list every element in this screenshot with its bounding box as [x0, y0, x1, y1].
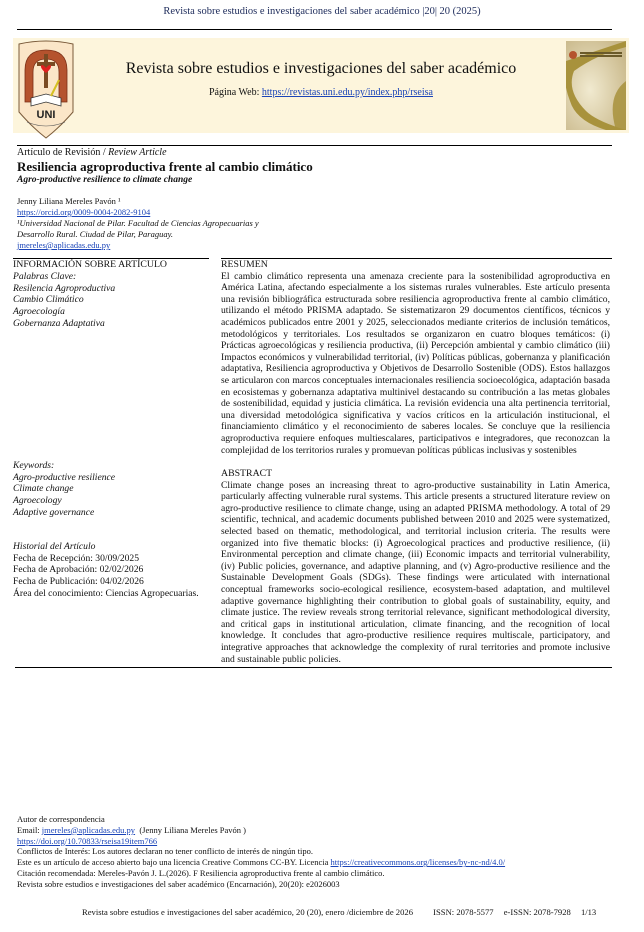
- footer-journal: Revista sobre estudios e investigaciones del saber académico, 20 (20), enero /diciembre de 2026: [82, 907, 413, 917]
- keyword: Climate change: [13, 483, 74, 495]
- history-label: Historial del Artículo: [13, 540, 96, 552]
- article-title: Resiliencia agroproductiva frente al cambio climático: [17, 159, 313, 174]
- article-title-english: Agro-productive resilience to climate change: [17, 175, 193, 185]
- license-text: Este es un artículo de acceso abierto bajo una licencia Creative Commons CC-BY. Licencia: [17, 857, 331, 868]
- article-type-en: Review Article: [108, 147, 167, 158]
- corresponding-email-line: [17, 825, 505, 836]
- title-rule: [17, 145, 612, 146]
- resumen-text: El cambio climático representa una amenaza creciente para la sostenibilidad agroproductiva en América Latina, afectando especialmente a los sistemas rurales vulnerables. Este artículo presenta una revisión bibliográfica estructurada sobre resiliencia agroproductiva frente al cambio climático, utilizando el método PRISMA adaptado. Se sistematizaron 29 documentos científicos, técnicos y académicos publicados entre 2001 y 2025, seleccionados mediante criterios de inclusión temáticos, metodológicos y territoriales. Los resultados se organizaron en cuatro bloques temáticos: (i) Prácticas agroecológicas y resiliencia productiva, (ii) Percepción ambiental y cambio climático (iii) Impactos económicos y vulnerabilidad territorial, (iv) Políticas públicas, gobernanza y planificación adaptativa, Resiliencia agroproductiva y Objetivos de Desarrollo Sostenible (ODS). Estos hallazgos se articularon con marcos conceptuales internacionales resiliencia socioecológica, adaptación basada en ecosistemas y gobernanza adaptativa multinivel destacando su contribución a las metas globales de sostenibilidad, equidad y justicia climática. La revisión evidencia una alta pertinencia territorial, una diversidad metodológica significativa y vacíos críticos en la articulación institucional, el financiamiento climático y el reconocimiento de saberes locales. Se concluye que la resiliencia agroproductiva requiere enfoques multiescalares, participativos e integradores, que reconozcan la complejidad de los territorios rurales y promuevan políticas públicas inclusivas y sostenibles: [221, 270, 610, 456]
- journal-web: [13, 87, 629, 98]
- journal-cover-thumbnail: [566, 41, 626, 130]
- journal-title: Revista sobre estudios e investigaciones del saber académico: [125, 60, 517, 77]
- palabra-clave: Cambio Climático: [13, 294, 84, 306]
- resumen-heading: RESUMEN: [221, 259, 268, 270]
- palabras-clave-label: Palabras Clave:: [13, 270, 77, 282]
- article-info-header: INFORMACIÓN SOBRE ARTÍCULO: [13, 259, 167, 270]
- article-type-es: Artículo de Revisión: [17, 147, 101, 158]
- header-rule: [17, 29, 612, 30]
- page-number: 1/13: [580, 907, 597, 917]
- citation-line-1: Citación recomendada: Mereles-Pavón J. L.(2026). F Resiliencia agroproductiva frente al cambio climático.: [17, 867, 385, 878]
- citation-line-2: Revista sobre estudios e investigaciones del saber académico (Encarnación), 20(20): e2026003: [17, 878, 340, 889]
- corresponding-author-label: Autor de correspondencia: [17, 814, 105, 824]
- article-type-separator: /: [100, 147, 109, 158]
- logo-text: UNI: [36, 109, 56, 121]
- conflicts-statement: Conflictos de Interés: Los autores declaran no tener conflicto de interés de ningún tipo.: [17, 846, 313, 857]
- article-type: [17, 147, 167, 158]
- author-block: [17, 196, 259, 251]
- history-area: Área del conocimiento: Ciencias Agropecuarias.: [13, 587, 199, 599]
- corresponding-author-name: (Jenny Liliana Mereles Pavón ): [135, 824, 247, 835]
- palabra-clave: Resilencia Agroproductiva: [13, 282, 116, 294]
- license-line: [17, 857, 505, 868]
- history-published: Fecha de Publicación: 04/02/2026: [13, 576, 144, 588]
- page-footer: [82, 907, 596, 917]
- palabra-clave: Agroecología: [13, 306, 65, 318]
- history-received: Fecha de Recepción: 30/09/2025: [13, 552, 140, 564]
- corresponding-email-link[interactable]: jmereles@aplicadas.edu.py: [41, 824, 136, 835]
- author-name: Jenny Liliana Mereles Pavón ¹: [17, 196, 121, 206]
- orcid-link[interactable]: https://orcid.org/0009-0004-2082-9104: [17, 207, 151, 217]
- abstract-end-rule: [15, 667, 612, 668]
- article-info-column: [13, 259, 209, 600]
- footnotes: [17, 814, 505, 890]
- keywords-label: Keywords:: [13, 459, 55, 471]
- abstract-heading: ABSTRACT: [221, 468, 273, 480]
- history-approved: Fecha de Aprobación: 02/02/2026: [13, 564, 144, 576]
- keyword: Agro-productive resilience: [13, 471, 116, 483]
- abstract-text: Climate change poses an increasing threat to agro-productive sustainability in Latin America, particularly affecting vulnerable rural systems. This article presents a structured literature review on agro-productive resilience to climate change, using an adapted PRISMA methodology. A total of 29 scientific, technical, and academic documents published between 2010 and 2025 were systematized, selected based on thematic, methodological, and territorial inclusion criteria. The results were organized into five thematic blocks: (i) Agroecological practices and productive resilience, (ii) Environmental perception and climate change, (iii) Economic impacts and territorial vulnerability, (iv) Public policies, governance, and adaptive planning, and (v) Agro-productive resilience and the Sustainable Development Goals (SDGs). These findings were articulated with international conceptual frameworks socio-ecological resilience, ecosystem-based adaptation, and multilevel adaptive governance highlighting their contribution to global goals of sustainability, equity, and climate justice. The review reveals strong territorial relevance, significant methodological diversity, and critical gaps in institutional articulation, climate financing, and the recognition of local knowledge. It concludes that agro-productive resilience requires multiscale, participatory, and integrative approaches that acknowledge the complexity of rural territories and promote inclusive and sustainable public policies.: [221, 479, 610, 665]
- abstract-column: [221, 259, 610, 665]
- keyword: Adaptive governance: [13, 506, 95, 518]
- author-email-link[interactable]: jmereles@aplicadas.edu.py: [17, 240, 111, 250]
- footer-eissn: e-ISSN: 2078-7928: [503, 907, 571, 917]
- palabra-clave: Gobernanza Adaptativa: [13, 317, 105, 329]
- journal-banner: [13, 38, 629, 133]
- journal-web-link[interactable]: https://revistas.uni.edu.py/index.php/rseisa: [261, 87, 433, 98]
- affiliation-line-2: Desarrollo Rural. Ciudad de Pilar, Paraguay.: [17, 229, 173, 239]
- doi-link[interactable]: https://doi.org/10.70833/rseisa19item766: [17, 835, 158, 846]
- web-label: Página Web:: [209, 87, 262, 98]
- footer-issn: ISSN: 2078-5577: [433, 907, 494, 917]
- email-label: Email:: [17, 824, 42, 835]
- running-head: Revista sobre estudios e investigaciones del saber académico |20| 20 (2025): [163, 6, 481, 17]
- keyword: Agroecology: [13, 495, 62, 507]
- license-link[interactable]: https://creativecommons.org/licenses/by-nc-nd/4.0/: [330, 857, 506, 868]
- affiliation-line-1: ¹Universidad Nacional de Pilar. Facultad de Ciencias Agropecuarias y: [17, 218, 259, 228]
